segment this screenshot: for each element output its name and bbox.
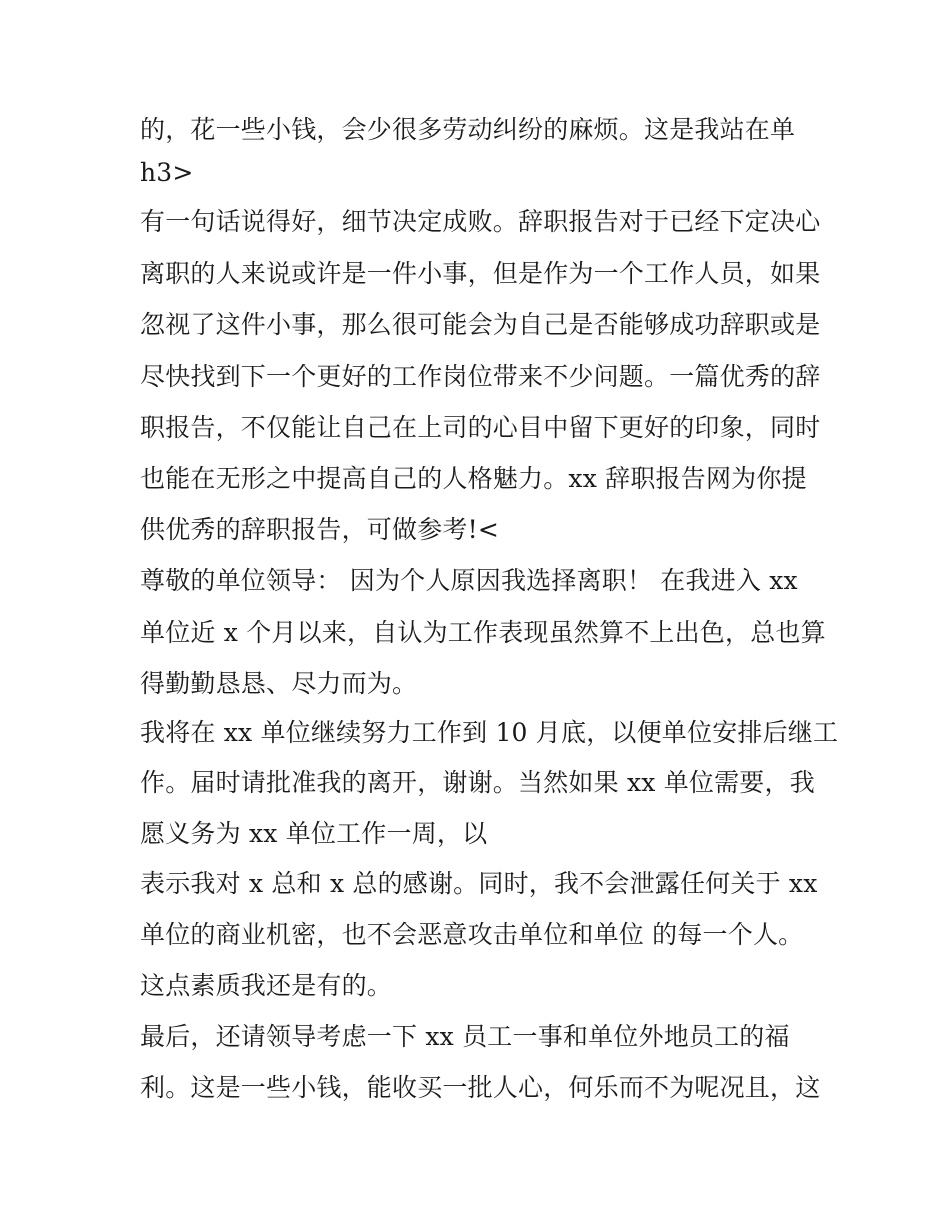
text-line: 供优秀的辞职报告，可做参考!< [140, 515, 499, 544]
text-line: 单位近 x 个月以来，自认为工作表现虽然算不上出色，总也算 [140, 618, 826, 647]
text-line: 利。这是一些小钱，能收买一批人心，何乐而不为呢况且，这 [140, 1073, 821, 1102]
text-line: 得勤勤恳恳、尽力而为。 [140, 669, 418, 698]
text-line: 我将在 xx 单位继续努力工作到 10 月底，以便单位安排后继工 [140, 718, 839, 747]
text-line: 最后，还请领导考虑一下 xx 员工一事和单位外地员工的福 [140, 1022, 790, 1051]
text-line: 尊敬的单位领导： 因为个人原因我选择离职！ 在我进入 xx [140, 566, 798, 595]
text-line: 也能在无形之中提高自己的人格魅力。xx 辞职报告网为你提 [140, 464, 807, 493]
text-line: 忽视了这件小事，那么很可能会为自己是否能够成功辞职或是 [140, 310, 821, 339]
text-line: 的，花一些小钱，会少很多劳动纠纷的麻烦。这是我站在单 [140, 115, 796, 144]
text-line: 愿义务为 xx 单位工作一周，以 [140, 819, 488, 848]
text-line: 表示我对 x 总和 x 总的感谢。同时，我不会泄露任何关于 xx [140, 869, 818, 898]
text-line: 作。届时请批准我的离开，谢谢。当然如果 xx 单位需要，我 [140, 768, 815, 797]
text-line: 单位的商业机密，也不会恶意攻击单位和单位 的每一个人。 [140, 920, 804, 949]
text-line: 尽快找到下一个更好的工作岗位带来不少问题。一篇优秀的辞 [140, 362, 821, 391]
text-line: 职报告，不仅能让自己在上司的心目中留下更好的印象，同时 [140, 413, 821, 442]
text-line: 有一句话说得好，细节决定成败。辞职报告对于已经下定决心 [140, 207, 821, 236]
text-line: 离职的人来说或许是一件小事，但是作为一个工作人员，如果 [140, 259, 821, 288]
text-line: h3> [140, 158, 194, 187]
text-line: 这点素质我还是有的。 [140, 971, 393, 1000]
